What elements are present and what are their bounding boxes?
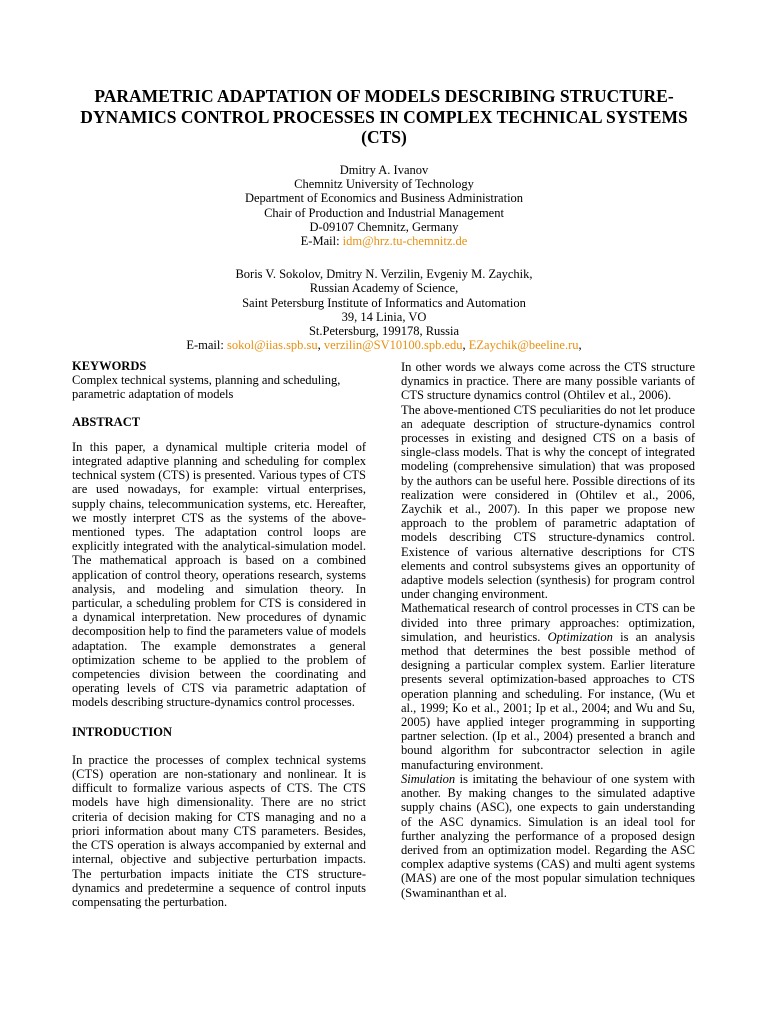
author1-chair: Chair of Production and Industrial Management [264, 205, 504, 220]
right-column [401, 360, 695, 900]
author1-email-line [60, 234, 708, 248]
email-separator: , [462, 338, 469, 353]
body-paragraph: Mathematical research of control processes in CTS can be divided into three primary approaches: optimization, simulation, and heuristics. Optimization is an analysis method that determines the best possible method of designing a particular complex system. Earlier literature presents several optimization-based approaches to CTS operation planning and scheduling. For instance, (Wu et al., 1999; Ko et al., 2001; Ip et al., 2004; and Wu and Su, 2005) have applied integer programming in supporting partner selection. (Ip et al., 2004) presented a branch and bound algorithm for subcontractor selection in agile manufacturing environment. [401, 601, 695, 772]
author2-street: 39, 14 Linia, VO [341, 309, 427, 324]
author1-affiliation: Chemnitz University of Technology [294, 177, 474, 192]
body-paragraph: In other words we always come across the CTS structure dynamics in practice. There are many possible variants of CTS structure dynamics control (Ohtilev et al., 2006). [401, 360, 695, 403]
keywords-text: Complex technical systems, planning and scheduling, parametric adaptation of models [72, 373, 341, 402]
author2-institute: Saint Petersburg Institute of Informatics and Automation [242, 295, 526, 310]
author2-email-line [60, 338, 708, 352]
term-optimization: Optimization [547, 629, 613, 644]
author1-address: D-09107 Chemnitz, Germany [309, 219, 459, 234]
author1-name: Dmitry A. Ivanov [339, 163, 429, 177]
email-link[interactable]: EZaychik@beeline.ru [468, 338, 579, 353]
email-link[interactable]: verzilin@SV10100.spb.edu [323, 338, 463, 353]
email-trail: , [578, 338, 582, 353]
left-column [72, 359, 366, 909]
keywords-heading: KEYWORDS [72, 359, 147, 373]
paper-title: PARAMETRIC ADAPTATION OF MODELS DESCRIBING STRUCTURE-DYNAMICS CONTROL PROCESSES IN COMPLEX TECHNICAL SYSTEMS (CTS) [80, 86, 688, 147]
author1-department: Department of Economics and Business Administration [244, 191, 524, 206]
body-paragraph: The above-mentioned CTS peculiarities do not let produce an adequate description of structure-dynamics control processes in existing and designed CTS on a basis of single-class models. That is why the concept of integrated modeling (comprehensive simulation) that was proposed by the authors can be useful here. Possible directions of its realization were considered in (Ohtilev et al., 2006, Zaychik et al., 2007). In this paper we propose new approach to the problem of parametric adaptation of models describing CTS structure-dynamics control. Existence of various alternative descriptions for CTS elements and control subsystems gives an opportunity of adaptive models selection (synthesis) for program control under changing environment. [401, 402, 695, 602]
author-block [60, 163, 708, 352]
email-link[interactable]: idm@hrz.tu-chemnitz.de [342, 234, 468, 249]
abstract-heading: ABSTRACT [72, 414, 141, 429]
email-separator: , [317, 338, 324, 353]
email-label: E-mail: [186, 338, 224, 353]
email-label: E-Mail: [300, 234, 340, 249]
author2-city: St.Petersburg, 199178, Russia [308, 324, 460, 339]
body-paragraph: Simulation is imitating the behaviour of one system with another. By making changes to the simulated adaptive supply chains (ASC), one expects to gain understanding of the ASC dynamics. Simulation is an ideal tool for further analyzing the performance of a proposed design derived from an optimization model. Regarding the ASC complex adaptive systems (CAS) and multi agent systems (MAS) are one of the most popular simulation techniques (Swaminanthan et al. [401, 771, 695, 900]
introduction-heading: INTRODUCTION [72, 724, 173, 739]
introduction-text: In practice the processes of complex technical systems (CTS) operation are non-stationary and nonlinear. It is difficult to formalize various aspects of CTS. The CTS models have high dimensionality. There are no strict criteria of decision making for CTS managing and no a priori information about many CTS parameters. Besides, the CTS operation is always accompanied by external and internal, objective and subjective perturbation impacts. The perturbation impacts initiate the CTS structure-dynamics and predetermine a sequence of control inputs compensating the perturbation. [72, 752, 366, 909]
author2-affiliation: Russian Academy of Science, [309, 281, 459, 296]
email-link[interactable]: sokol@iias.spb.su [226, 338, 318, 353]
term-simulation: Simulation [401, 771, 456, 786]
abstract-text: In this paper, a dynamical multiple criteria model of integrated adaptive planning and scheduling for complex technical system (CTS) is presented. Various types of CTS are used nowadays, for example: virtual enterprises, supply chains, telecommunication systems, etc. Hereafter, we mostly interpret CTS as the systems of the above-mentioned types. The adaptation control loops are explicitly integrated with the analytical-simulation model. The mathematical approach is based on a combined application of control theory, operations research, systems analysis, and modeling and simulation theory. In particular, a scheduling problem for CTS is considered in a dynamical interpretation. New procedures of dynamic decomposition help to find the parameters value of models adaptation. The example demonstrates a general optimization scheme to be applied to the problem of competencies division between the coordinating and operating levels of CTS via parametric adaptation of models describing structure-dynamics control processes. [72, 439, 366, 710]
author2-names: Boris V. Sokolov, Dmitry N. Verzilin, Evgeniy M. Zaychik, [235, 267, 533, 282]
